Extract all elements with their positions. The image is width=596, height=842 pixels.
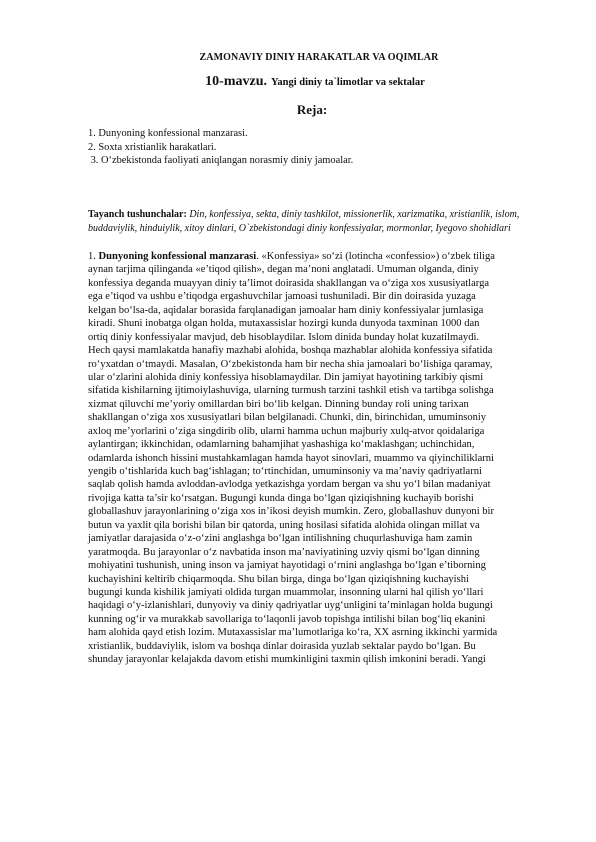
keywords-label: Tayanch tushunchalar: xyxy=(88,209,187,220)
body-line: aynan tarjima qilinganda «e’tiqod qilish», degan ma’noni anglatadi. Umuman olganda, diniy xyxy=(88,264,479,276)
body-line: jamiyatlar darajasida o‘z-o‘zini anglashga bo‘lgan intilishning chuqurlashuviga ham zamin xyxy=(88,533,473,545)
body-line: kuchayishini keltirib chiqarmoqda. Shu bilan birga, dinga bo‘lgan qiziqishning kuchayishi xyxy=(88,573,469,585)
body-line: kelgan bo‘lsa-da, aqidalar borasida farqlanadigan jamoalar ham diniy konfessiyalar jumlasiga xyxy=(88,304,484,316)
body-line: kiradi. Shuni inobatga olgan holda, mutaxassislar hozirgi kunda dunyoda taxminan 1000 dan xyxy=(88,318,480,330)
body-line: saqlab qolish hamda avloddan-avlodga yetkazishga yordam bergan va shu yo‘l bilan madaniyat xyxy=(88,479,491,491)
body-line xyxy=(88,250,550,263)
lesson-title xyxy=(0,72,596,90)
body-line: yengib o‘tishlarida kuch bag‘ishlagan; to‘rtinchidan, umuminsoniy va ma’naviy qadriyatlarni xyxy=(88,466,482,477)
body-line: kunning og‘ir va murakkab savollariga to‘laqonli javob topishga intilishi bilan bog‘liq ekanini xyxy=(88,613,486,625)
keywords-paragraph xyxy=(88,208,550,235)
body-line: mohiyatini tushunish, uning inson va jamiyat hayotidagi o‘rnini anglashga bo‘lgan e’tiborning xyxy=(88,560,486,572)
body-line: globallashuv jarayonlarining o‘ziga xos in’ikosi deyish mumkin. Zero, globallashuv dunyoni bir xyxy=(88,506,494,518)
keywords-text: Din, konfessiya, sekta, diniy tashkilot, missionerlik, xarizmatika, xristianlik, islom, buddaviylik, hinduiylik, xitoy dinlari, O`zbekistondagi diniy konfessiyalar, mormonlar, Iyegovo shohidlari xyxy=(88,209,520,234)
body-line: aylantirgan; ikkinchidan, odamlarning bahamjihat yashashiga ko‘maklashgan; uchinchidan, xyxy=(88,439,475,451)
body-line: yaratmoqda. Bu jarayonlar o‘z navbatida inson ma’naviyatining uzviy qismi bo‘lgan dinning xyxy=(88,546,480,558)
body-line: haqidagi o‘y-izlanishlari, dunyoviy va diniy qadriyatlar uyg‘unligini ta’minlagan holda bugungi xyxy=(88,600,493,612)
body-line: ham alohida qayd etish lozim. Mutaxassislar ma’lumotlariga ko‘ra, XX asrning ikkinchi yarmida xyxy=(88,627,498,639)
body-line: shakllangan o‘ziga xos xususiyatlari bilan belgilanadi. Chunki, din, birinchidan, umuminsoniy xyxy=(88,412,487,424)
body-line: xristianlik, buddaviylik, islom va boshqa dinlar doirasida yuzlab sektalar paydo bo‘lgan. Bu xyxy=(88,640,476,652)
body-line: ega e’tiqod va ushbu e’tiqodga ergashuvchilar jamoasi tushuniladi. Bir din doirasida yuzaga xyxy=(88,291,476,303)
body-line: shunday jarayonlar kelajakda davom etishi mumkinligini taxmin qilish imkonini beradi. Yangi xyxy=(88,654,486,666)
body-line: axloq me’yorlarini o‘ziga singdirib olib, ularni hamma uchun majburiy xulq-atvor qoidalariga xyxy=(88,425,485,437)
body-line: Hech qaysi mamlakatda hanafiy mazhabi alohida, boshqa mazhablar alohida konfessiya sifatida xyxy=(88,345,493,357)
body-line: rivojiga katta ta’sir ko‘rsatgan. Bugungi kunda dinga bo‘lgan qiziqishning kuchayib borishi xyxy=(88,492,474,504)
body-line: sifatida kishilarning ijtimoiylashuviga, ularning turmush tarzini tashkil etish va tartibga solishga xyxy=(88,385,494,397)
section-number: 1. xyxy=(88,251,99,262)
body-line: konfessiya deganda muayyan diniy ta’limot doirasida shakllangan va o‘ziga xos xususiyatlarga xyxy=(88,277,490,289)
plan-title: Reja: xyxy=(296,102,328,117)
body-line: bugungi kunda kishilik jamiyati oldida turgan muammolar, insonning ularni hal qilish yo‘llari xyxy=(88,586,484,598)
section-heading: Dunyoning konfessional manzarasi xyxy=(98,251,257,262)
lesson-number: 10-mavzu. xyxy=(205,74,267,89)
body-line-text: . «Konfessiya» so‘zi (lotincha «confessio») o‘zbek tiliga xyxy=(256,251,495,262)
body-line: butun va yaxlit qila borishi bilan bir qatorda, uning hosilasi sifatida alohida olingan millat va xyxy=(88,519,480,531)
body-line: ro‘yxatdan o‘tmaydi. Masalan, O‘zbekistonda ham bir necha shia jamoalari bo‘lishiga qaramay, xyxy=(88,358,493,370)
plan-list xyxy=(88,127,353,168)
plan-item: 3. O‘zbekistonda faoliyati aniqlangan norasmiy diniy jamoalar. xyxy=(88,155,354,166)
plan-item: 1. Dunyoning konfessional manzarasi. xyxy=(88,128,248,139)
body-line: odamlarda ishonch hissini mustahkamlagan hamda hayot sinovlari, muammo va qiyinchiliklarni xyxy=(88,452,494,464)
plan-item: 2. Soxta xristianlik harakatlari. xyxy=(88,141,217,153)
lesson-name: Yangi diniy ta`limotlar va sektalar xyxy=(271,77,425,88)
body-line: xizmat qiluvchi me’yoriy omillardan biri bo‘lib kelgan. Dinning bunday roli uning tarixan xyxy=(88,398,469,410)
document-title: ZAMONAVIY DINIY HARAKATLAR VA OQIMLAR xyxy=(199,52,439,63)
body-line: ortiq diniy konfessiyalar mavjud, deb hisoblaydilar. Islom dinida bunday holat kuzatilmaydi. xyxy=(88,331,480,343)
body-line: ular o‘zlarini alohida diniy konfessiya hisoblamaydilar. Din jamiyat hayotining tarkibiy qismi xyxy=(88,371,484,383)
body-paragraph xyxy=(88,250,550,667)
